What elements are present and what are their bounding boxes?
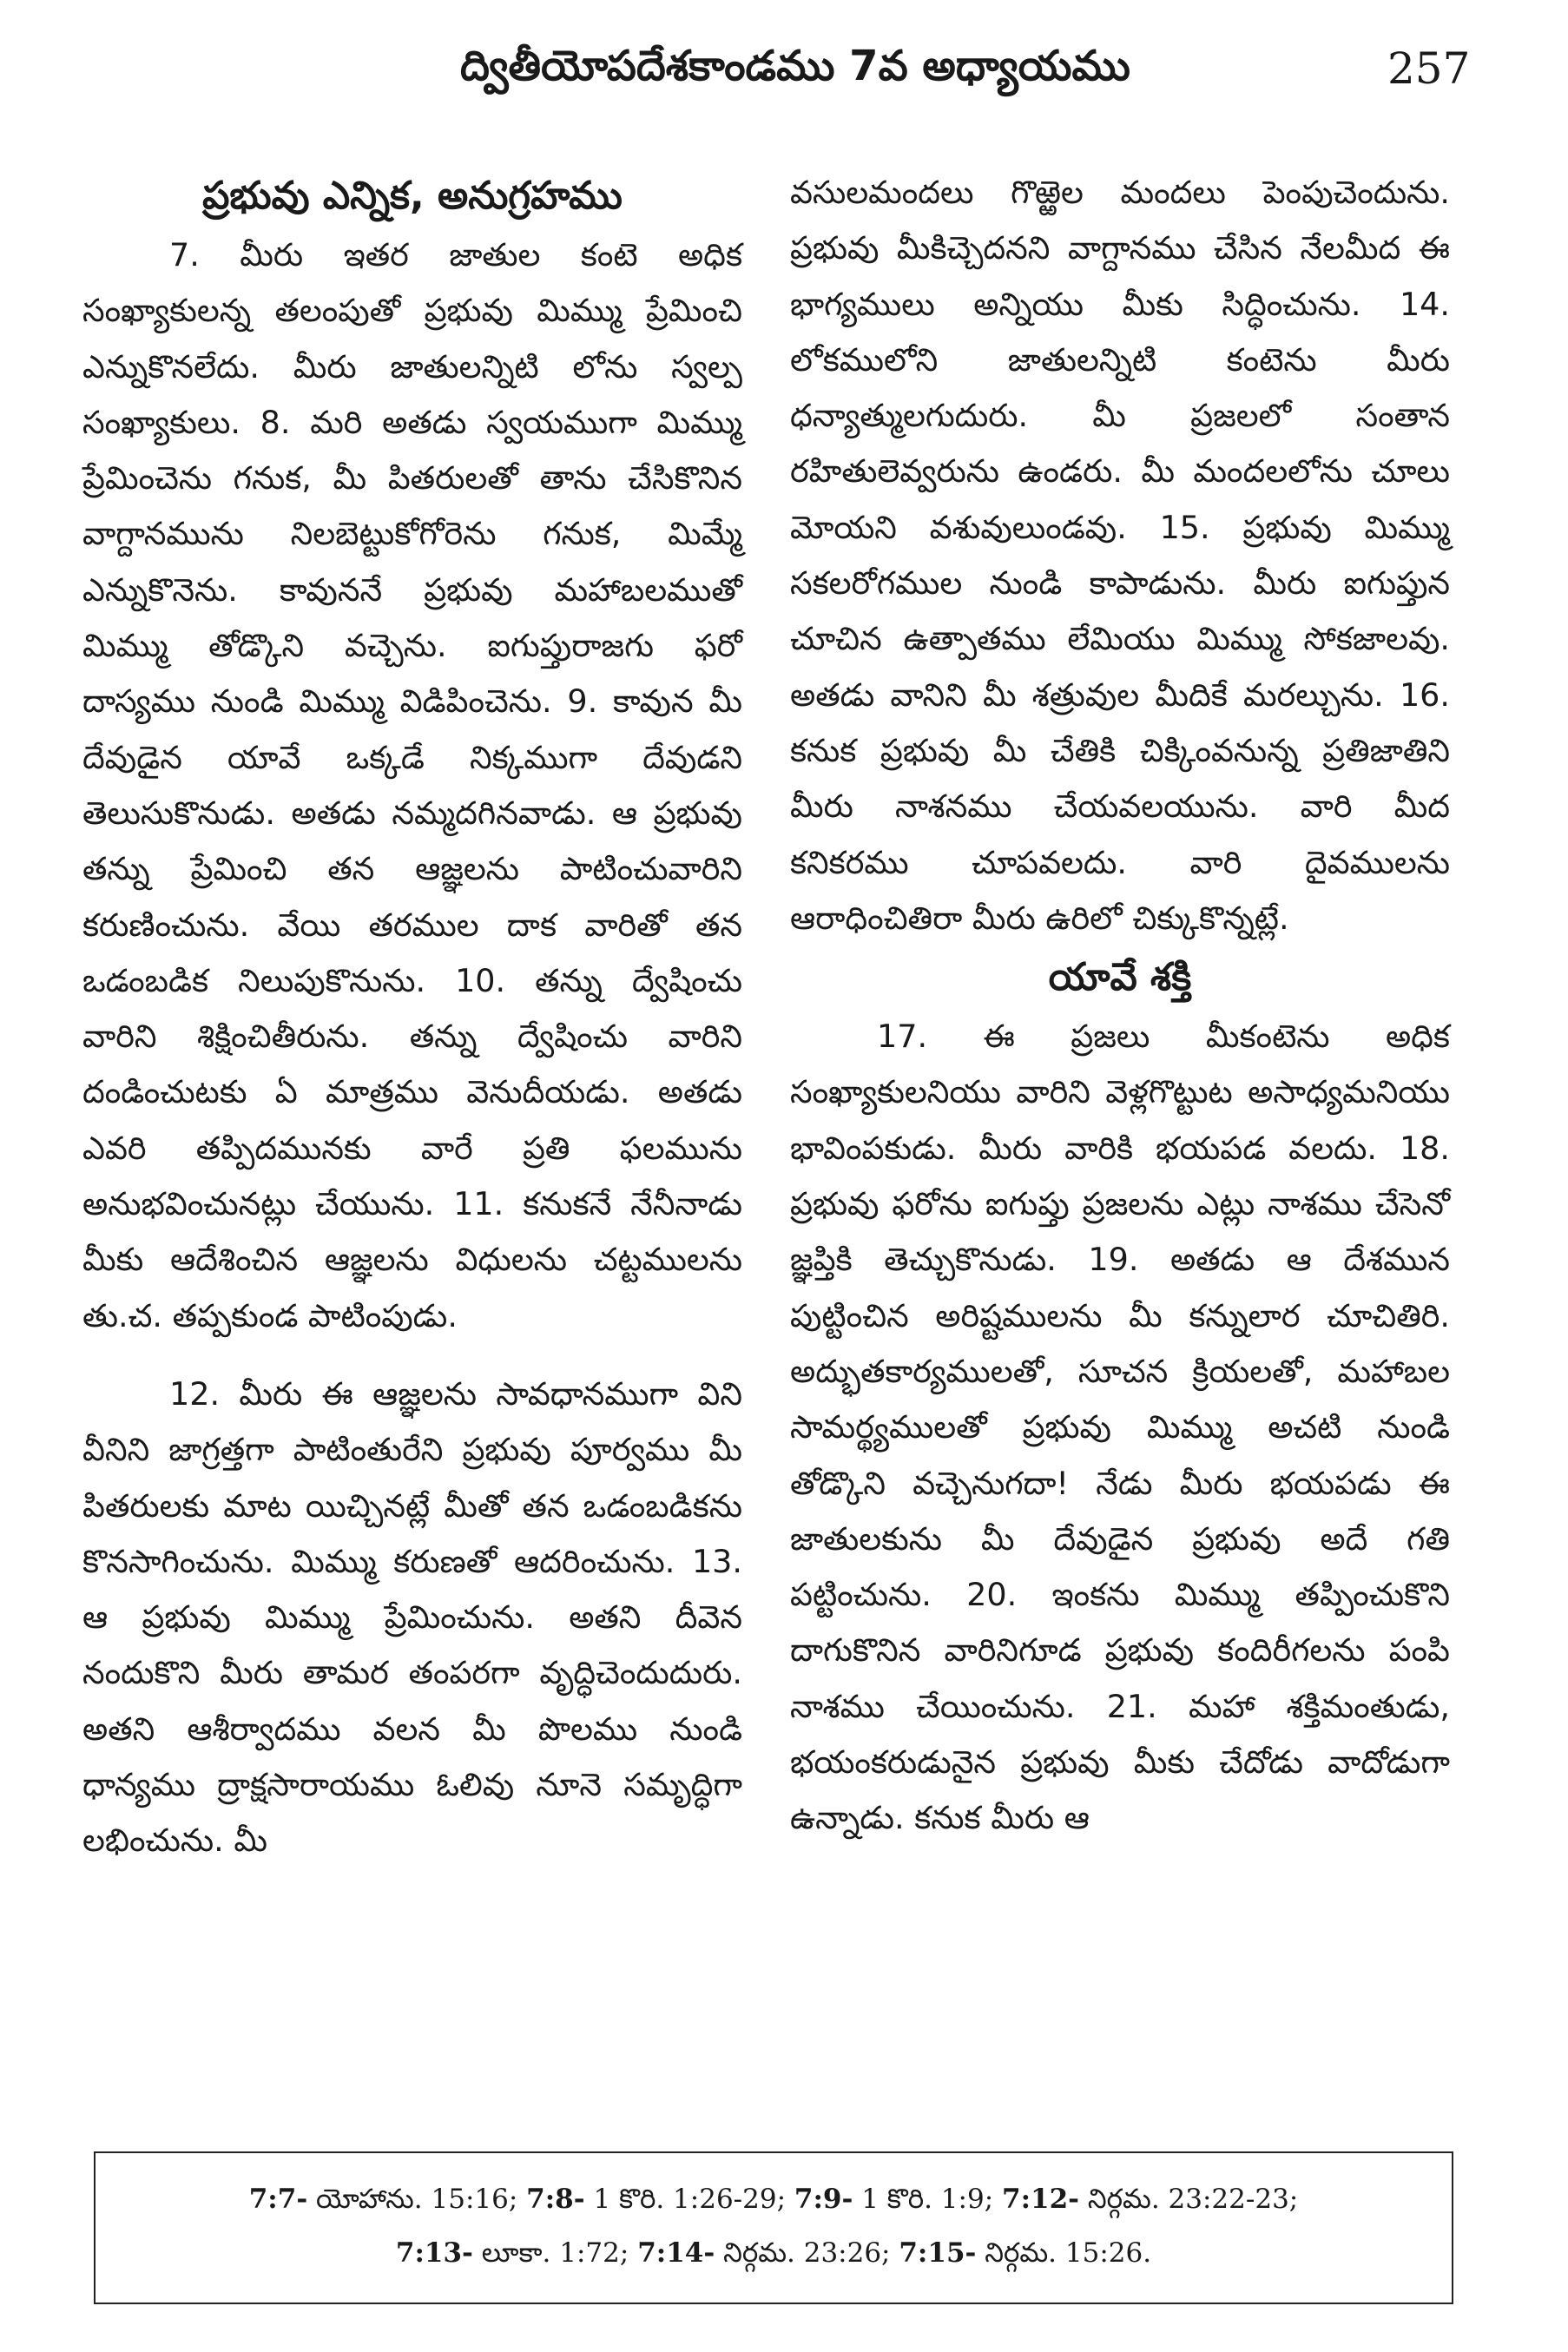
section-heading: యావే శక్తి (1048, 955, 1192, 1000)
reference-text: నిర్గమ. 23:26; (715, 2237, 899, 2269)
reference-text: 1 కొరి. 1:9; (853, 2184, 1002, 2215)
paragraph: 17. ఈ ప్రజలు మీకంటెను అధిక సంఖ్యాకులనియు వారిని వెళ్లగొట్టుట అసాధ్యమనియు భావింపకుడు. మీరు వారికి భయపడ వలదు. 18. ప్రభువు ఫరోను ఐగుప్తు ప్రజలను ఎట్లు నాశము చేసెనో జ్ఞప్తికి తెచ్చుకొనుడు. 19. అతడు ఆ దేశమున పుట్టించిన అరిష్టములను మీ కన్నులార చూచితిరి. అద్భుతకార్యములతో, సూచన క్రియలతో, మహాబల సామర్థ్యములతో ప్రభువు మిమ్ము అచటి నుండి తోడ్కొని వచ్చెనుగదా! నేడు మీరు భయపడు ఈ జాతులకును మీ దేవుడైన ప్రభువు అదే గతి పట్టించును. 20. ఇంకను మిమ్ము తప్పించుకొని దాగుకొనిన వారినిగూడ ప్రభువు కందిరీగలను పంపి నాశము చేయించును. 21. మహా శక్తిమంతుడు, భయంకరుడునైన ప్రభువు మీకు చేదోడు వాదోడుగా ఉన్నాడు. కనుక మీరు ఆ (790, 1018, 1450, 1837)
paragraph: వసులమందలు గొఱ్ఱెల మందలు పెంపుచెందును. ప్రభువు మీకిచ్చెదనని వాగ్దానము చేసిన నేలమీద ఈ భాగ్యములు అన్నియు మీకు సిద్ధించును. 14. లోకములోని జాతులన్నిటి కంటెను మీరు ధన్యాత్ములగుదురు. మీ ప్రజలలో సంతాన రహితులెవ్వరును ఉండరు. మీ మందలలోను చూలు మోయని వశువులుండవు. 15. ప్రభువు మిమ్ము సకలరోగముల నుండి కాపాడును. మీరు ఐగుప్తున చూచిన ఉత్పాతము లేమియు మిమ్ము సోకజాలవు. అతడు వానిని మీ శత్రువుల మీదికే మరల్చును. 16. కనుక ప్రభువు మీ చేతికి చిక్కింవనున్న ప్రతిజాతిని మీరు నాశనము చేయవలయును. వారి మీద కనికరము చూపవలదు. వారి దైవములను ఆరాధించితిరా మీరు ఉరిలో చిక్కుకొన్నట్లే. (790, 174, 1450, 937)
reference-label: 7:13- (395, 2237, 473, 2269)
left-column (82, 165, 742, 1869)
reference-text: లూకా. 1:72; (472, 2237, 638, 2269)
section-heading: ప్రభువు ఎన్నిక, అనుగ్రహము (202, 174, 623, 218)
paragraph: 12. మీరు ఈ ఆజ్ఞలను సావధానముగా విని వీనిని జాగ్రత్తగా పాటింతురేని ప్రభువు పూర్వము మీ పితరులకు మాట యిచ్చినట్లే మీతో తన ఒడంబడికను కొనసాగించును. మిమ్ము కరుణతో ఆదరించును. 13. ఆ ప్రభువు మిమ్ము ప్రేమించును. అతని దీవెన నందుకొని మీరు తామర తంపరగా వృద్ధిచెందుదురు. అతని ఆశీర్వాదము వలన మీ పొలము నుండి ధాన్యము ద్రాక్షసారాయము ఓలివు నూనె సమృద్ధిగా లభించును. మీ (82, 1374, 742, 1860)
reference-label: 7:7- (248, 2184, 308, 2215)
right-column (790, 165, 1450, 1847)
reference-label: 7:15- (899, 2237, 977, 2269)
page-header (0, 35, 1568, 113)
references-line (96, 2226, 1452, 2280)
page-number: 257 (1387, 43, 1471, 94)
reference-label: 7:14- (637, 2237, 715, 2269)
page-title: ద్వితీయోపదేశకాండము 7వ అధ్యాయము (460, 42, 1130, 90)
references-line (96, 2172, 1452, 2226)
reference-label: 7:12- (1002, 2184, 1080, 2215)
reference-text: నిర్గమ. 15:26. (976, 2237, 1152, 2269)
reference-label: 7:8- (526, 2184, 585, 2215)
reference-label: 7:9- (794, 2184, 853, 2215)
cross-references-box (94, 2151, 1453, 2304)
paragraph: 7. మీరు ఇతర జాతుల కంటె అధిక సంఖ్యాకులన్న తలంపుతో ప్రభువు మిమ్ము ప్రేమించి ఎన్నుకొనలేదు. మీరు జాతులన్నిటి లోను స్వల్ప సంఖ్యాకులు. 8. మరి అతడు స్వయముగా మిమ్ము ప్రేమించెను గనుక, మీ పితరులతో తాను చేసికొనిన వాగ్దానమును నిలబెట్టుకోగోరెను గనుక, మిమ్మే ఎన్నుకొనెను. కావుననే ప్రభువు మహాబలముతో మిమ్ము తోడ్కొని వచ్చెను. ఐగుప్తురాజగు ఫరో దాస్యము నుండి మిమ్ము విడిపించెను. 9. కావున మీ దేవుడైన యావే ఒక్కడే నిక్కముగా దేవుడని తెలుసుకొనుడు. అతడు నమ్మదగినవాడు. ఆ ప్రభువు తన్ను ప్రేమించి తన ఆజ్ఞలను పాటించువారిని కరుణించును. వేయి తరముల దాక వారితో తన ఒడంబడిక నిలుపుకొనును. 10. తన్ను ద్వేషించు వారిని శిక్షించితీరును. తన్ను ద్వేషించు వారిని దండించుటకు ఏ మాత్రము వెనుదీయడు. అతడు ఎవరి తప్పిదమునకు వారే ప్రతి ఫలమును అనుభవించునట్లు చేయును. 11. కనుకనే నేనీనాడు మీకు ఆదేశించిన ఆజ్ఞలను విధులను చట్టములను తు.చ. తప్పకుండ పాటింపుడు. (82, 236, 742, 1334)
reference-text: యోహాను. 15:16; (307, 2184, 527, 2215)
reference-text: నిర్గమ. 23:22-23; (1079, 2184, 1299, 2215)
reference-text: 1 కొరి. 1:26-29; (584, 2184, 794, 2215)
